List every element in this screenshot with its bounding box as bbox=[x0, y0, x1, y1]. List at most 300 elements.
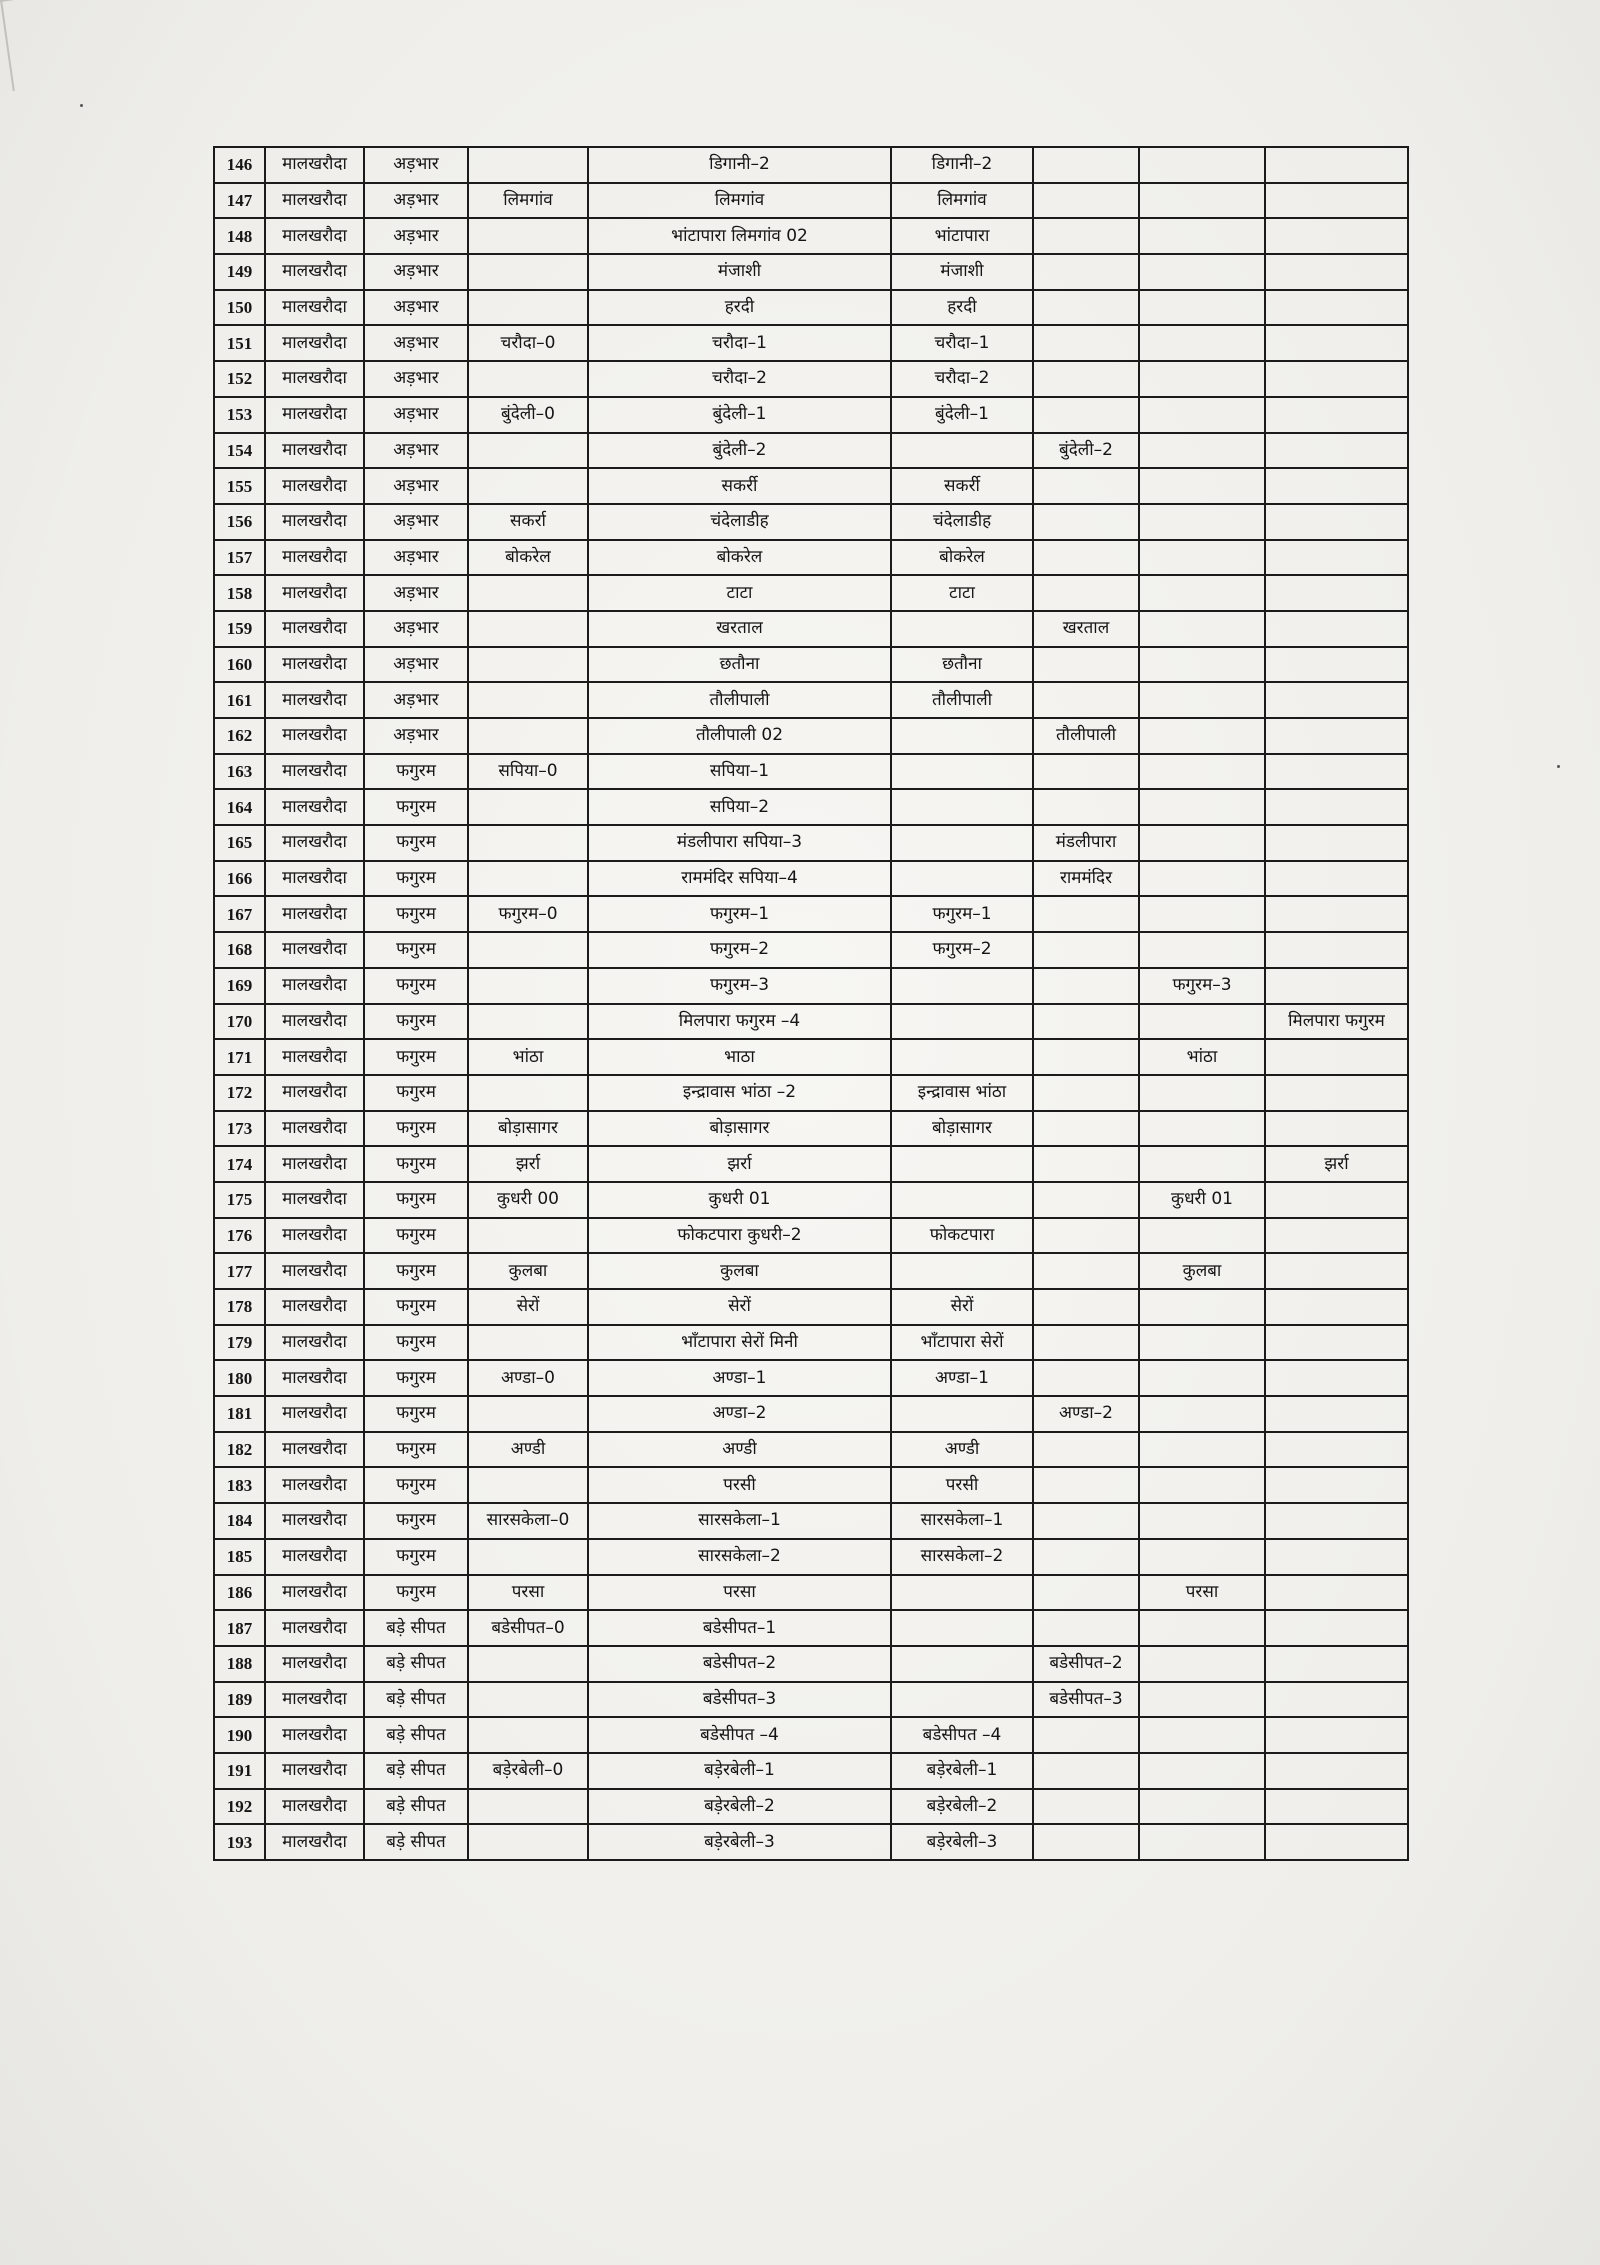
block-cell: मालखरौदा bbox=[265, 1253, 364, 1289]
col8-cell bbox=[1139, 1539, 1265, 1575]
block-cell: मालखरौदा bbox=[265, 1646, 364, 1682]
serial-number-cell: 149 bbox=[214, 254, 265, 290]
table-row bbox=[214, 433, 1408, 469]
col7-cell bbox=[1033, 1575, 1139, 1611]
col8-cell bbox=[1139, 1325, 1265, 1361]
block-cell: मालखरौदा bbox=[265, 1575, 364, 1611]
serial-number-cell: 152 bbox=[214, 361, 265, 397]
table-row bbox=[214, 1467, 1408, 1503]
serial-number-cell: 176 bbox=[214, 1218, 265, 1254]
col9-cell bbox=[1265, 1396, 1408, 1432]
col9-cell bbox=[1265, 1360, 1408, 1396]
sector-cell: फगुरम bbox=[364, 1539, 468, 1575]
sector-cell: फगुरम bbox=[364, 825, 468, 861]
centre-name-cell: मंडलीपारा सपिया–3 bbox=[588, 825, 891, 861]
col7-cell bbox=[1033, 1004, 1139, 1040]
block-cell: मालखरौदा bbox=[265, 932, 364, 968]
col8-cell bbox=[1139, 1432, 1265, 1468]
col9-cell bbox=[1265, 1432, 1408, 1468]
col7-cell bbox=[1033, 932, 1139, 968]
centre-name-cell: बड़ेरबेली–1 bbox=[588, 1753, 891, 1789]
col8-cell bbox=[1139, 861, 1265, 897]
block-cell: मालखरौदा bbox=[265, 397, 364, 433]
col8-cell bbox=[1139, 1682, 1265, 1718]
block-cell: मालखरौदा bbox=[265, 1111, 364, 1147]
serial-number-cell: 157 bbox=[214, 540, 265, 576]
serial-number-cell: 189 bbox=[214, 1682, 265, 1718]
sector-cell: फगुरम bbox=[364, 1432, 468, 1468]
col6-cell bbox=[891, 861, 1033, 897]
cluster-cell bbox=[468, 254, 588, 290]
centre-name-cell: लिमगांव bbox=[588, 183, 891, 219]
col8-cell bbox=[1139, 1610, 1265, 1646]
sector-cell: अड़भार bbox=[364, 468, 468, 504]
table-row bbox=[214, 290, 1408, 326]
col8-cell bbox=[1139, 540, 1265, 576]
col6-cell: सकर्री bbox=[891, 468, 1033, 504]
table-row bbox=[214, 1146, 1408, 1182]
col8-cell bbox=[1139, 218, 1265, 254]
cluster-cell bbox=[468, 1824, 588, 1860]
col7-cell bbox=[1033, 1253, 1139, 1289]
table-row bbox=[214, 682, 1408, 718]
col8-cell bbox=[1139, 433, 1265, 469]
cluster-cell bbox=[468, 1717, 588, 1753]
serial-number-cell: 178 bbox=[214, 1289, 265, 1325]
col6-cell: परसी bbox=[891, 1467, 1033, 1503]
table-row bbox=[214, 1360, 1408, 1396]
cluster-cell: बोकरेल bbox=[468, 540, 588, 576]
centre-name-cell: अण्डा–1 bbox=[588, 1360, 891, 1396]
table-row bbox=[214, 540, 1408, 576]
col7-cell: मंडलीपारा bbox=[1033, 825, 1139, 861]
block-cell: मालखरौदा bbox=[265, 1360, 364, 1396]
col7-cell bbox=[1033, 290, 1139, 326]
table-row bbox=[214, 647, 1408, 683]
serial-number-cell: 158 bbox=[214, 575, 265, 611]
col7-cell bbox=[1033, 1467, 1139, 1503]
table-row bbox=[214, 1503, 1408, 1539]
serial-number-cell: 192 bbox=[214, 1789, 265, 1825]
sector-cell: बड़े सीपत bbox=[364, 1646, 468, 1682]
col7-cell bbox=[1033, 361, 1139, 397]
col6-cell: सेरों bbox=[891, 1289, 1033, 1325]
cluster-cell: परसा bbox=[468, 1575, 588, 1611]
col7-cell bbox=[1033, 754, 1139, 790]
col8-cell bbox=[1139, 789, 1265, 825]
col7-cell bbox=[1033, 968, 1139, 1004]
table-row bbox=[214, 1325, 1408, 1361]
sector-cell: फगुरम bbox=[364, 1325, 468, 1361]
col9-cell bbox=[1265, 1789, 1408, 1825]
col6-cell: तौलीपाली bbox=[891, 682, 1033, 718]
sector-cell: फगुरम bbox=[364, 1111, 468, 1147]
serial-number-cell: 154 bbox=[214, 433, 265, 469]
col7-cell bbox=[1033, 397, 1139, 433]
centre-name-cell: फोकटपारा कुधरी–2 bbox=[588, 1218, 891, 1254]
centre-name-cell: फगुरम–1 bbox=[588, 896, 891, 932]
block-cell: मालखरौदा bbox=[265, 361, 364, 397]
table-row bbox=[214, 718, 1408, 754]
cluster-cell bbox=[468, 1396, 588, 1432]
cluster-cell bbox=[468, 147, 588, 183]
col6-cell bbox=[891, 1682, 1033, 1718]
col8-cell bbox=[1139, 1146, 1265, 1182]
col9-cell bbox=[1265, 1610, 1408, 1646]
sector-cell: अड़भार bbox=[364, 183, 468, 219]
col8-cell bbox=[1139, 183, 1265, 219]
centre-name-cell: चंदेलाडीह bbox=[588, 504, 891, 540]
col7-cell bbox=[1033, 1753, 1139, 1789]
col9-cell bbox=[1265, 1111, 1408, 1147]
col6-cell: अण्डी bbox=[891, 1432, 1033, 1468]
col7-cell bbox=[1033, 1218, 1139, 1254]
block-cell: मालखरौदा bbox=[265, 1789, 364, 1825]
cluster-cell bbox=[468, 789, 588, 825]
col7-cell bbox=[1033, 147, 1139, 183]
block-cell: मालखरौदा bbox=[265, 1682, 364, 1718]
sector-cell: अड़भार bbox=[364, 682, 468, 718]
col7-cell bbox=[1033, 504, 1139, 540]
sector-cell: अड़भार bbox=[364, 504, 468, 540]
col8-cell bbox=[1139, 718, 1265, 754]
sector-cell: फगुरम bbox=[364, 1289, 468, 1325]
col6-cell: चरौदा–2 bbox=[891, 361, 1033, 397]
sector-cell: अड़भार bbox=[364, 575, 468, 611]
centre-name-cell: फगुरम–2 bbox=[588, 932, 891, 968]
col9-cell bbox=[1265, 789, 1408, 825]
block-cell: मालखरौदा bbox=[265, 611, 364, 647]
cluster-cell bbox=[468, 718, 588, 754]
block-cell: मालखरौदा bbox=[265, 504, 364, 540]
col6-cell: फगुरम–1 bbox=[891, 896, 1033, 932]
col8-cell bbox=[1139, 1717, 1265, 1753]
col9-cell bbox=[1265, 1218, 1408, 1254]
block-cell: मालखरौदा bbox=[265, 861, 364, 897]
col8-cell bbox=[1139, 1753, 1265, 1789]
cluster-cell bbox=[468, 1325, 588, 1361]
col6-cell: बुंदेली–1 bbox=[891, 397, 1033, 433]
col9-cell bbox=[1265, 932, 1408, 968]
col7-cell: राममंदिर bbox=[1033, 861, 1139, 897]
cluster-cell bbox=[468, 825, 588, 861]
block-cell: मालखरौदा bbox=[265, 1396, 364, 1432]
centre-name-cell: छतौना bbox=[588, 647, 891, 683]
table-row bbox=[214, 1646, 1408, 1682]
centre-name-cell: सपिया–1 bbox=[588, 754, 891, 790]
col7-cell bbox=[1033, 218, 1139, 254]
col6-cell: टाटा bbox=[891, 575, 1033, 611]
serial-number-cell: 150 bbox=[214, 290, 265, 326]
sector-cell: बड़े सीपत bbox=[364, 1682, 468, 1718]
table-row bbox=[214, 1039, 1408, 1075]
centre-name-cell: अण्डी bbox=[588, 1432, 891, 1468]
serial-number-cell: 160 bbox=[214, 647, 265, 683]
col9-cell: मिलपारा फगुरम bbox=[1265, 1004, 1408, 1040]
table-row bbox=[214, 254, 1408, 290]
col8-cell bbox=[1139, 932, 1265, 968]
serial-number-cell: 179 bbox=[214, 1325, 265, 1361]
centre-name-cell: बड़ेरबेली–2 bbox=[588, 1789, 891, 1825]
cluster-cell: बोड़ासागर bbox=[468, 1111, 588, 1147]
centre-name-cell: भाँटापारा सेरों मिनी bbox=[588, 1325, 891, 1361]
col9-cell bbox=[1265, 1325, 1408, 1361]
sector-cell: फगुरम bbox=[364, 861, 468, 897]
col8-cell bbox=[1139, 1396, 1265, 1432]
col8-cell bbox=[1139, 397, 1265, 433]
col7-cell bbox=[1033, 183, 1139, 219]
centre-name-cell: तौलीपाली bbox=[588, 682, 891, 718]
col8-cell bbox=[1139, 1467, 1265, 1503]
block-cell: मालखरौदा bbox=[265, 789, 364, 825]
col6-cell: बडेसीपत –4 bbox=[891, 1717, 1033, 1753]
table-row bbox=[214, 1539, 1408, 1575]
table-row bbox=[214, 1682, 1408, 1718]
col7-cell: तौलीपाली bbox=[1033, 718, 1139, 754]
block-cell: मालखरौदा bbox=[265, 290, 364, 326]
col7-cell bbox=[1033, 789, 1139, 825]
table-row bbox=[214, 1182, 1408, 1218]
table-row bbox=[214, 1289, 1408, 1325]
block-cell: मालखरौदा bbox=[265, 1075, 364, 1111]
col9-cell bbox=[1265, 397, 1408, 433]
block-cell: मालखरौदा bbox=[265, 682, 364, 718]
block-cell: मालखरौदा bbox=[265, 718, 364, 754]
col7-cell: अण्डा–2 bbox=[1033, 1396, 1139, 1432]
col7-cell bbox=[1033, 1432, 1139, 1468]
sector-cell: अड़भार bbox=[364, 325, 468, 361]
sector-cell: फगुरम bbox=[364, 1182, 468, 1218]
sector-cell: अड़भार bbox=[364, 540, 468, 576]
sector-cell: फगुरम bbox=[364, 1075, 468, 1111]
sector-cell: अड़भार bbox=[364, 290, 468, 326]
sector-cell: अड़भार bbox=[364, 433, 468, 469]
col9-cell bbox=[1265, 1682, 1408, 1718]
centre-name-cell: डिगानी–2 bbox=[588, 147, 891, 183]
block-cell: मालखरौदा bbox=[265, 1610, 364, 1646]
col6-cell: बड़ेरबेली–1 bbox=[891, 1753, 1033, 1789]
sector-cell: अड़भार bbox=[364, 647, 468, 683]
cluster-cell bbox=[468, 932, 588, 968]
sector-cell: फगुरम bbox=[364, 1503, 468, 1539]
cluster-cell bbox=[468, 1467, 588, 1503]
col8-cell bbox=[1139, 575, 1265, 611]
serial-number-cell: 148 bbox=[214, 218, 265, 254]
centre-name-cell: बडेसीपत–2 bbox=[588, 1646, 891, 1682]
serial-number-cell: 166 bbox=[214, 861, 265, 897]
centre-name-cell: हरदी bbox=[588, 290, 891, 326]
col9-cell: झर्रा bbox=[1265, 1146, 1408, 1182]
paper-speck bbox=[80, 104, 83, 107]
col8-cell bbox=[1139, 1289, 1265, 1325]
col9-cell bbox=[1265, 504, 1408, 540]
centre-name-cell: बडेसीपत–1 bbox=[588, 1610, 891, 1646]
col6-cell: फोकटपारा bbox=[891, 1218, 1033, 1254]
col9-cell bbox=[1265, 611, 1408, 647]
table-row bbox=[214, 1610, 1408, 1646]
col7-cell: बडेसीपत–3 bbox=[1033, 1682, 1139, 1718]
col6-cell: मंजाशी bbox=[891, 254, 1033, 290]
col9-cell bbox=[1265, 1824, 1408, 1860]
col9-cell bbox=[1265, 433, 1408, 469]
col8-cell: कुलबा bbox=[1139, 1253, 1265, 1289]
col6-cell: लिमगांव bbox=[891, 183, 1033, 219]
cluster-cell bbox=[468, 1218, 588, 1254]
col8-cell bbox=[1139, 1004, 1265, 1040]
col8-cell bbox=[1139, 361, 1265, 397]
serial-number-cell: 147 bbox=[214, 183, 265, 219]
col8-cell bbox=[1139, 896, 1265, 932]
serial-number-cell: 170 bbox=[214, 1004, 265, 1040]
sector-cell: फगुरम bbox=[364, 932, 468, 968]
serial-number-cell: 186 bbox=[214, 1575, 265, 1611]
table-row bbox=[214, 1253, 1408, 1289]
serial-number-cell: 169 bbox=[214, 968, 265, 1004]
col9-cell bbox=[1265, 1575, 1408, 1611]
sector-cell: फगुरम bbox=[364, 1039, 468, 1075]
col8-cell bbox=[1139, 1503, 1265, 1539]
table-row bbox=[214, 932, 1408, 968]
serial-number-cell: 177 bbox=[214, 1253, 265, 1289]
sector-cell: फगुरम bbox=[364, 754, 468, 790]
col6-cell: हरदी bbox=[891, 290, 1033, 326]
cluster-cell: अण्डा–0 bbox=[468, 1360, 588, 1396]
col6-cell: इन्द्रावास भांठा bbox=[891, 1075, 1033, 1111]
col9-cell bbox=[1265, 290, 1408, 326]
col8-cell: परसा bbox=[1139, 1575, 1265, 1611]
sector-cell: फगुरम bbox=[364, 1004, 468, 1040]
col6-cell bbox=[891, 789, 1033, 825]
col9-cell bbox=[1265, 468, 1408, 504]
anganwadi-register-table bbox=[213, 146, 1409, 1861]
centre-name-cell: बोकरेल bbox=[588, 540, 891, 576]
cluster-cell bbox=[468, 1075, 588, 1111]
serial-number-cell: 151 bbox=[214, 325, 265, 361]
block-cell: मालखरौदा bbox=[265, 1039, 364, 1075]
block-cell: मालखरौदा bbox=[265, 1753, 364, 1789]
col7-cell bbox=[1033, 647, 1139, 683]
centre-name-cell: मिलपारा फगुरम –4 bbox=[588, 1004, 891, 1040]
centre-name-cell: परसा bbox=[588, 1575, 891, 1611]
serial-number-cell: 163 bbox=[214, 754, 265, 790]
col7-cell: बुंदेली–2 bbox=[1033, 433, 1139, 469]
serial-number-cell: 184 bbox=[214, 1503, 265, 1539]
serial-number-cell: 171 bbox=[214, 1039, 265, 1075]
col8-cell bbox=[1139, 504, 1265, 540]
col8-cell bbox=[1139, 254, 1265, 290]
col6-cell bbox=[891, 1396, 1033, 1432]
col7-cell: बडेसीपत–2 bbox=[1033, 1646, 1139, 1682]
table-row bbox=[214, 361, 1408, 397]
centre-name-cell: बडेसीपत–3 bbox=[588, 1682, 891, 1718]
register-body bbox=[214, 147, 1408, 1860]
block-cell: मालखरौदा bbox=[265, 1432, 364, 1468]
col6-cell bbox=[891, 1146, 1033, 1182]
col6-cell: भांटापारा bbox=[891, 218, 1033, 254]
table-row bbox=[214, 611, 1408, 647]
col9-cell bbox=[1265, 1503, 1408, 1539]
centre-name-cell: परसी bbox=[588, 1467, 891, 1503]
centre-name-cell: बोड़ासागर bbox=[588, 1111, 891, 1147]
cluster-cell: सपिया–0 bbox=[468, 754, 588, 790]
centre-name-cell: तौलीपाली 02 bbox=[588, 718, 891, 754]
block-cell: मालखरौदा bbox=[265, 968, 364, 1004]
col7-cell bbox=[1033, 468, 1139, 504]
block-cell: मालखरौदा bbox=[265, 1289, 364, 1325]
sector-cell: फगुरम bbox=[364, 1218, 468, 1254]
centre-name-cell: इन्द्रावास भांठा –2 bbox=[588, 1075, 891, 1111]
table-row bbox=[214, 861, 1408, 897]
serial-number-cell: 175 bbox=[214, 1182, 265, 1218]
table-row bbox=[214, 1432, 1408, 1468]
col6-cell bbox=[891, 968, 1033, 1004]
block-cell: मालखरौदा bbox=[265, 1146, 364, 1182]
col9-cell bbox=[1265, 896, 1408, 932]
sector-cell: बड़े सीपत bbox=[364, 1789, 468, 1825]
col9-cell bbox=[1265, 361, 1408, 397]
col8-cell bbox=[1139, 1646, 1265, 1682]
table-row bbox=[214, 1218, 1408, 1254]
col7-cell bbox=[1033, 1075, 1139, 1111]
col7-cell bbox=[1033, 1146, 1139, 1182]
centre-name-cell: बड़ेरबेली–3 bbox=[588, 1824, 891, 1860]
centre-name-cell: सकर्री bbox=[588, 468, 891, 504]
col6-cell: डिगानी–2 bbox=[891, 147, 1033, 183]
col6-cell: चरौदा–1 bbox=[891, 325, 1033, 361]
col9-cell bbox=[1265, 718, 1408, 754]
cluster-cell: बड़ेरबेली–0 bbox=[468, 1753, 588, 1789]
cluster-cell bbox=[468, 1646, 588, 1682]
col7-cell bbox=[1033, 1824, 1139, 1860]
sector-cell: फगुरम bbox=[364, 1467, 468, 1503]
sector-cell: बड़े सीपत bbox=[364, 1824, 468, 1860]
cluster-cell: बडेसीपत–0 bbox=[468, 1610, 588, 1646]
col6-cell bbox=[891, 1575, 1033, 1611]
block-cell: मालखरौदा bbox=[265, 325, 364, 361]
cluster-cell bbox=[468, 575, 588, 611]
col9-cell bbox=[1265, 1253, 1408, 1289]
serial-number-cell: 165 bbox=[214, 825, 265, 861]
table-row bbox=[214, 1753, 1408, 1789]
col8-cell bbox=[1139, 147, 1265, 183]
centre-name-cell: चरौदा–1 bbox=[588, 325, 891, 361]
col9-cell bbox=[1265, 825, 1408, 861]
col6-cell bbox=[891, 1253, 1033, 1289]
cluster-cell bbox=[468, 682, 588, 718]
centre-name-cell: फगुरम–3 bbox=[588, 968, 891, 1004]
table-row bbox=[214, 468, 1408, 504]
sector-cell: फगुरम bbox=[364, 789, 468, 825]
col7-cell bbox=[1033, 1111, 1139, 1147]
col9-cell bbox=[1265, 1539, 1408, 1575]
centre-name-cell: चरौदा–2 bbox=[588, 361, 891, 397]
col8-cell bbox=[1139, 325, 1265, 361]
cluster-cell: सेरों bbox=[468, 1289, 588, 1325]
block-cell: मालखरौदा bbox=[265, 1717, 364, 1753]
col6-cell: अण्डा–1 bbox=[891, 1360, 1033, 1396]
col7-cell bbox=[1033, 1289, 1139, 1325]
block-cell: मालखरौदा bbox=[265, 218, 364, 254]
sector-cell: अड़भार bbox=[364, 147, 468, 183]
col6-cell: बोकरेल bbox=[891, 540, 1033, 576]
col9-cell bbox=[1265, 325, 1408, 361]
cluster-cell bbox=[468, 290, 588, 326]
centre-name-cell: अण्डा–2 bbox=[588, 1396, 891, 1432]
col7-cell bbox=[1033, 575, 1139, 611]
serial-number-cell: 174 bbox=[214, 1146, 265, 1182]
col6-cell bbox=[891, 433, 1033, 469]
block-cell: मालखरौदा bbox=[265, 575, 364, 611]
